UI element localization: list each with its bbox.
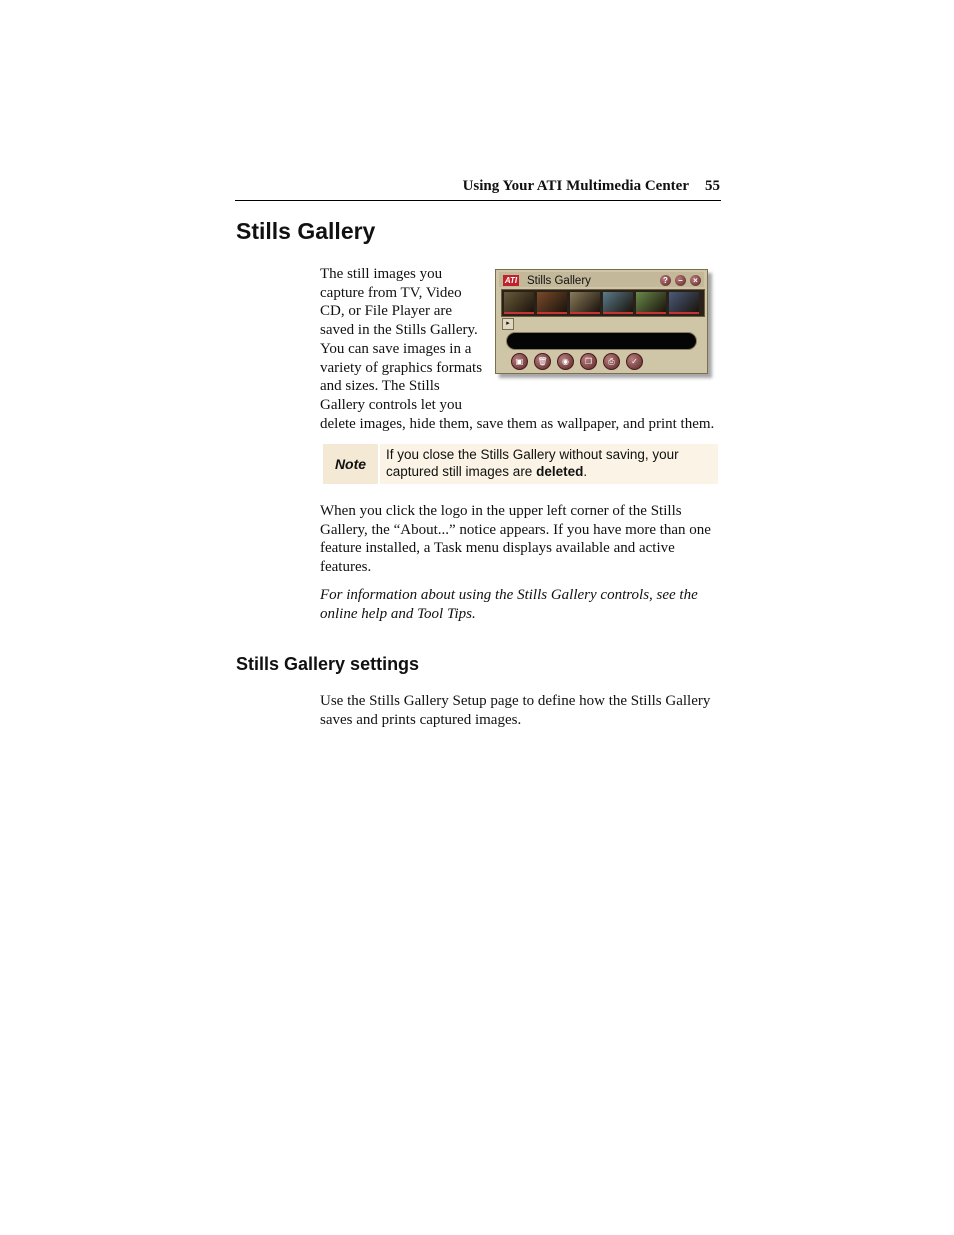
subsection-title: Stills Gallery settings bbox=[236, 654, 420, 674]
note-emphasis: deleted bbox=[536, 464, 584, 479]
section-title: Stills Gallery bbox=[236, 218, 376, 244]
header-rule bbox=[235, 200, 721, 201]
close-icon: × bbox=[690, 275, 701, 286]
setup-icon: ✓ bbox=[626, 353, 643, 370]
thumbnail bbox=[504, 292, 534, 314]
thumbnail-strip bbox=[501, 289, 705, 317]
note-text-end: . bbox=[583, 464, 588, 479]
note-label: Note bbox=[323, 444, 378, 484]
thumbnail bbox=[636, 292, 666, 314]
window-title: Stills Gallery bbox=[527, 275, 591, 287]
intro-text: The still images you capture from TV, Video CD, or File Player are saved in the Stills Gallery. You can save images in a variety of graphics formats and sizes. The Stills Gallery controls let you delete images, hide them, save them as wallpaper, and print them. bbox=[320, 266, 715, 432]
image-name-bar bbox=[506, 332, 697, 350]
minimize-icon: – bbox=[675, 275, 686, 286]
thumbnail bbox=[603, 292, 633, 314]
page-number: 55 bbox=[705, 178, 720, 194]
copy-icon: ❐ bbox=[580, 353, 597, 370]
print-icon: ⎙ bbox=[603, 353, 620, 370]
about-paragraph: When you click the logo in the upper left corner of the Stills Gallery, the “About...” notice appears. If you have more than one feature installed, a Task menu displays available and active features. bbox=[320, 503, 711, 576]
help-icon: ? bbox=[660, 275, 671, 286]
chapter-title: Using Your ATI Multimedia Center bbox=[462, 178, 689, 194]
note-body bbox=[380, 444, 718, 484]
view-icon: ◉ bbox=[557, 353, 574, 370]
thumbnail bbox=[537, 292, 567, 314]
running-header bbox=[236, 176, 720, 196]
window-titlebar bbox=[499, 272, 704, 287]
thumbnail bbox=[570, 292, 600, 314]
help-paragraph: For information about using the Stills Gallery controls, see the online help and Tool Tips. bbox=[320, 587, 698, 622]
stills-gallery-screenshot bbox=[495, 269, 708, 374]
save-icon: ▣ bbox=[511, 353, 528, 370]
thumbnail bbox=[669, 292, 699, 314]
delete-icon: 🗑 bbox=[534, 353, 551, 370]
settings-paragraph: Use the Stills Gallery Setup page to define how the Stills Gallery saves and prints captured images. bbox=[320, 693, 711, 728]
expand-icon: ▸ bbox=[502, 318, 514, 330]
note-text: If you close the Stills Gallery without saving, your captured still images are bbox=[386, 447, 679, 479]
ati-logo: ATI bbox=[504, 276, 518, 285]
